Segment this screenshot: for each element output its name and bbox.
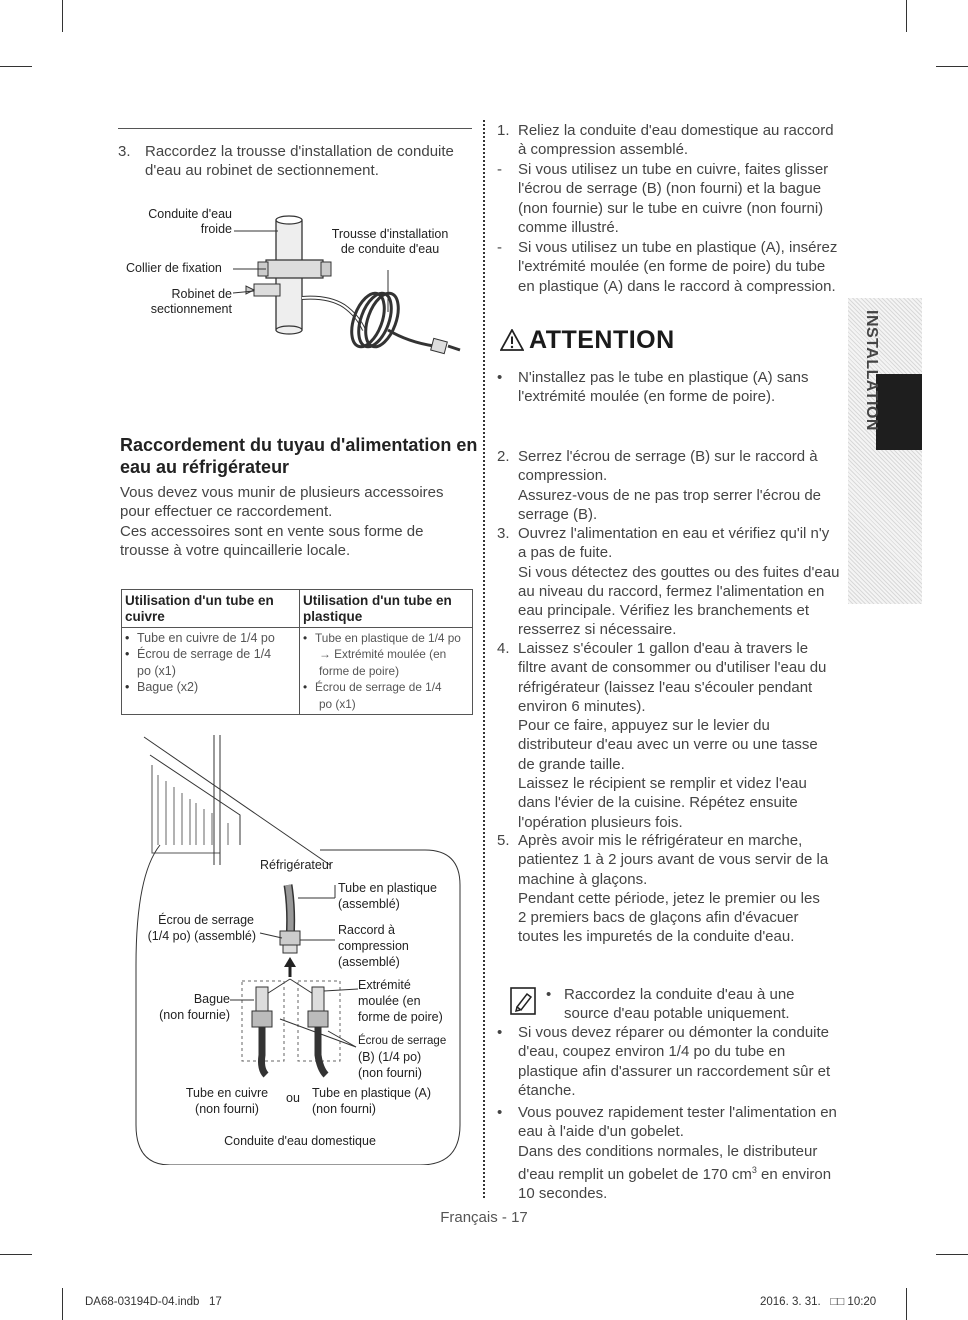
dash-line: l'écrou de serrage (B) (non fourni) et la bague — [518, 180, 822, 198]
section-title-line: Raccordement du tuyau d'alimentation en — [120, 435, 478, 455]
step-line: distributeur d'eau avec un verre ou une tasse — [518, 736, 818, 754]
label-house-water-line: Conduite d'eau domestique — [224, 1134, 376, 1148]
step-line: réfrigérateur (laissez l'eau s'écouler pendant — [518, 678, 813, 696]
section-title — [120, 434, 480, 478]
note-line: Si vous devez réparer ou démonter la conduite — [518, 1024, 830, 1041]
bullet-marker: • — [546, 986, 552, 1003]
column-divider — [483, 120, 485, 1198]
step-line: Après avoir mis le réfrigérateur en marche, — [518, 832, 803, 849]
bullet-marker: • — [497, 369, 503, 386]
label-or: ou — [286, 1091, 300, 1105]
right-step-1 — [497, 121, 857, 160]
dash-line: l'extrémité moulée (en forme de poire) du tube — [518, 258, 826, 276]
step-line: eau principale. Vérifiez les branchements et — [518, 602, 809, 620]
right-step-2 — [497, 447, 857, 524]
header-line: plastique — [303, 609, 363, 624]
bullet-marker: • — [497, 1104, 503, 1121]
table-cell-plastic — [300, 628, 473, 715]
note-line: Raccordez la conduite d'eau à une — [564, 986, 795, 1003]
superscript: 3 — [751, 1164, 757, 1175]
dash-line: en plastique (A) dans le raccord à compression. — [518, 277, 836, 295]
list-item-continuation: → Extrémité moulée (en — [319, 647, 447, 662]
header-line: Utilisation d'un tube en — [303, 593, 452, 608]
step-number: 4. — [497, 640, 510, 657]
step-line: filtre avant de consommer ou d'utiliser l'eau du — [518, 659, 827, 677]
shutoff-valve-illustration — [118, 200, 478, 370]
dash-item-plastic — [497, 238, 857, 296]
step-line: environ 6 minutes). — [518, 697, 646, 715]
note-bullet-1 — [546, 985, 846, 1024]
step-text-line: Raccordez la trousse d'installation de conduite — [145, 143, 454, 160]
right-step-3 — [497, 524, 857, 640]
connection-figure — [130, 735, 470, 1165]
step-number: 3. — [497, 525, 510, 542]
right-step-4 — [497, 639, 857, 832]
attention-bullet — [497, 368, 842, 407]
label-plastic-a-1: Tube en plastique (A) — [312, 1086, 432, 1100]
left-step-3 — [118, 142, 478, 181]
list-item-continuation: po (x1) — [319, 696, 356, 711]
list-item-continuation: forme de poire) — [319, 663, 399, 678]
attention-title: ATTENTION — [529, 326, 675, 354]
list-item: • Écrou de serrage de 1/4 — [125, 646, 296, 662]
label-end-3: forme de poire) — [358, 1010, 443, 1024]
table-header-copper — [122, 590, 300, 628]
side-tab-active-block — [876, 374, 922, 450]
step-number: 3. — [118, 143, 131, 160]
label-nut-b-2: (B) (1/4 po) — [358, 1050, 422, 1064]
section-intro — [120, 483, 480, 560]
step-line: dans l'évier de la cuisine. Répétez ensuite — [518, 794, 798, 812]
list-item: • Écrou de serrage de 1/4 — [303, 679, 469, 695]
bullet-marker: • — [497, 1024, 503, 1041]
header-line: cuivre — [125, 609, 165, 624]
section-title-line: eau au réfrigérateur — [120, 457, 290, 477]
label-refrigerator: Réfrigérateur — [260, 858, 333, 872]
label-compression-2: compression — [338, 939, 409, 953]
step-line: de grande taille. — [518, 755, 625, 773]
label-nut-assembled-2: (1/4 po) (assemblé) — [147, 929, 256, 943]
step-line: Pendant cette période, jetez le premier ou les — [518, 889, 820, 907]
step-line: 2 premiers bacs de glaçons afin d'évacuer — [518, 909, 799, 927]
step-line: Serrez l'écrou de serrage (B) sur le raccord à — [518, 448, 818, 465]
note-icon — [508, 985, 538, 1017]
label-sleeve-2: (non fournie) — [159, 1008, 230, 1022]
step-line: a pas de fuite. — [518, 544, 613, 562]
label-cold-water-line-1: Conduite d'eau — [148, 207, 232, 221]
dash-line: (non fournie) sur le tube en cuivre (non fourni) — [518, 199, 824, 217]
footer-date: 2016. 3. 31. □□ 10:20 — [760, 1296, 877, 1308]
label-copper-1: Tube en cuivre — [185, 1086, 269, 1100]
note-bullet-2 — [497, 1023, 857, 1100]
note-line — [518, 1161, 857, 1184]
step-line: patientez 1 à 2 jours avant de vous servir de la — [518, 851, 829, 869]
label-plastic-assembled-1: Tube en plastique — [338, 881, 437, 895]
step-line: compression. — [518, 467, 608, 485]
label-end-2: moulée (en — [358, 994, 421, 1008]
dash-line: Si vous utilisez un tube en plastique (A), insérez — [518, 239, 838, 256]
step-line: Ouvrez l'alimentation en eau et vérifiez qu'il n'y — [518, 525, 830, 542]
step-number: 2. — [497, 448, 510, 465]
note-line: étanche. — [518, 1081, 576, 1099]
side-tab — [848, 298, 922, 604]
step-line: à compression assemblé. — [518, 141, 689, 159]
intro-line: trousse à votre quincaillerie locale. — [120, 541, 351, 559]
list-item: • Tube en plastique de 1/4 po — [303, 630, 469, 646]
top-rule — [118, 128, 472, 129]
accessories-table — [121, 589, 473, 715]
step-line: au niveau du raccord, fermez l'alimentation en — [518, 582, 825, 600]
intro-line: Vous devez vous munir de plusieurs accessoires — [120, 484, 444, 501]
note-line: Vous pouvez rapidement tester l'alimentation en — [518, 1104, 837, 1121]
header-line: Utilisation d'un tube en — [125, 593, 274, 608]
intro-line: pour effectuer ce raccordement. — [120, 503, 333, 521]
label-valve-2: sectionnement — [150, 302, 232, 316]
attention-line: l'extrémité moulée (en forme de poire). — [518, 388, 776, 406]
label-plastic-assembled-2: (assemblé) — [338, 897, 400, 911]
step-line: Pour ce faire, appuyez sur le levier du — [518, 717, 770, 735]
step-text-line: d'eau au robinet de sectionnement. — [145, 162, 379, 180]
side-tab-label: INSTALLATION — [863, 310, 880, 431]
step-line: Laissez s'écouler 1 gallon d'eau à travers le — [518, 640, 809, 657]
footer-file: DA68-03194D-04.indb 17 — [85, 1296, 222, 1308]
note-bullet-3 — [497, 1103, 857, 1203]
shutoff-valve-figure — [118, 200, 478, 370]
attention-line: N'installez pas le tube en plastique (A) sans — [518, 369, 809, 386]
dash-marker: - — [497, 239, 502, 256]
warning-triangle-icon — [500, 329, 524, 351]
step-number: 5. — [497, 832, 510, 849]
label-plastic-a-2: (non fourni) — [312, 1102, 376, 1116]
list-item: • Bague (x2) — [125, 679, 296, 695]
note-text: en environ — [756, 1165, 832, 1183]
list-item: • Tube en cuivre de 1/4 po — [125, 630, 296, 646]
label-end-1: Extrémité — [358, 978, 411, 992]
dash-item-copper — [497, 160, 857, 237]
note-line: plastique afin d'assurer un raccordement sûr et — [518, 1062, 831, 1080]
label-clamp: Collier de fixation — [126, 261, 222, 275]
step-line: Reliez la conduite d'eau domestique au raccord — [518, 122, 834, 139]
note-line: d'eau, coupez environ 1/4 po du tube en — [518, 1043, 786, 1061]
table-cell-copper — [122, 628, 300, 715]
label-nut-b-1: Écrou de serrage — [358, 1035, 447, 1047]
list-item-continuation: po (x1) — [137, 663, 176, 678]
note-text: d'eau remplit un gobelet de 170 cm — [518, 1165, 752, 1183]
label-valve-1: Robinet de — [171, 287, 232, 301]
note-line: Dans des conditions normales, le distributeur — [518, 1142, 818, 1160]
intro-line: Ces accessoires sont en vente sous forme de — [120, 522, 424, 540]
step-line: resserrez si nécessaire. — [518, 621, 677, 639]
table-header-plastic — [300, 590, 473, 628]
label-compression-3: (assemblé) — [338, 955, 400, 969]
label-cold-water-line-2: froide — [200, 222, 232, 236]
dash-marker: - — [497, 161, 502, 178]
step-number: 1. — [497, 122, 510, 139]
label-copper-2: (non fourni) — [195, 1102, 259, 1116]
label-kit-1: Trousse d'installation — [331, 227, 449, 241]
step-line: toutes les impuretés de la conduite d'eau. — [518, 928, 795, 946]
label-nut-assembled-1: Écrou de serrage — [158, 913, 254, 927]
step-line: Assurez-vous de ne pas trop serrer l'écrou de — [518, 486, 822, 504]
step-line: serrage (B). — [518, 505, 598, 523]
step-line: machine à glaçons. — [518, 870, 648, 888]
dash-line: Si vous utilisez un tube en cuivre, faites glisser — [518, 161, 829, 178]
label-sleeve-1: Bague — [193, 992, 230, 1006]
page-number: Français - 17 — [440, 1209, 528, 1226]
note-line: 10 secondes. — [518, 1185, 608, 1203]
step-line: Laissez le récipient se remplir et videz l'eau — [518, 775, 807, 793]
step-line: l'opération plusieurs fois. — [518, 813, 683, 831]
label-nut-b-3: (non fourni) — [358, 1066, 422, 1080]
step-line: Si vous détectez des gouttes ou des fuites d'eau — [518, 563, 840, 581]
note-line: eau à l'aide d'un gobelet. — [518, 1123, 684, 1141]
right-step-5 — [497, 831, 857, 947]
label-compression-1: Raccord à — [338, 923, 395, 937]
dash-line: comme illustré. — [518, 218, 619, 236]
note-line: source d'eau potable uniquement. — [564, 1005, 790, 1023]
label-kit-2: de conduite d'eau — [340, 242, 440, 256]
